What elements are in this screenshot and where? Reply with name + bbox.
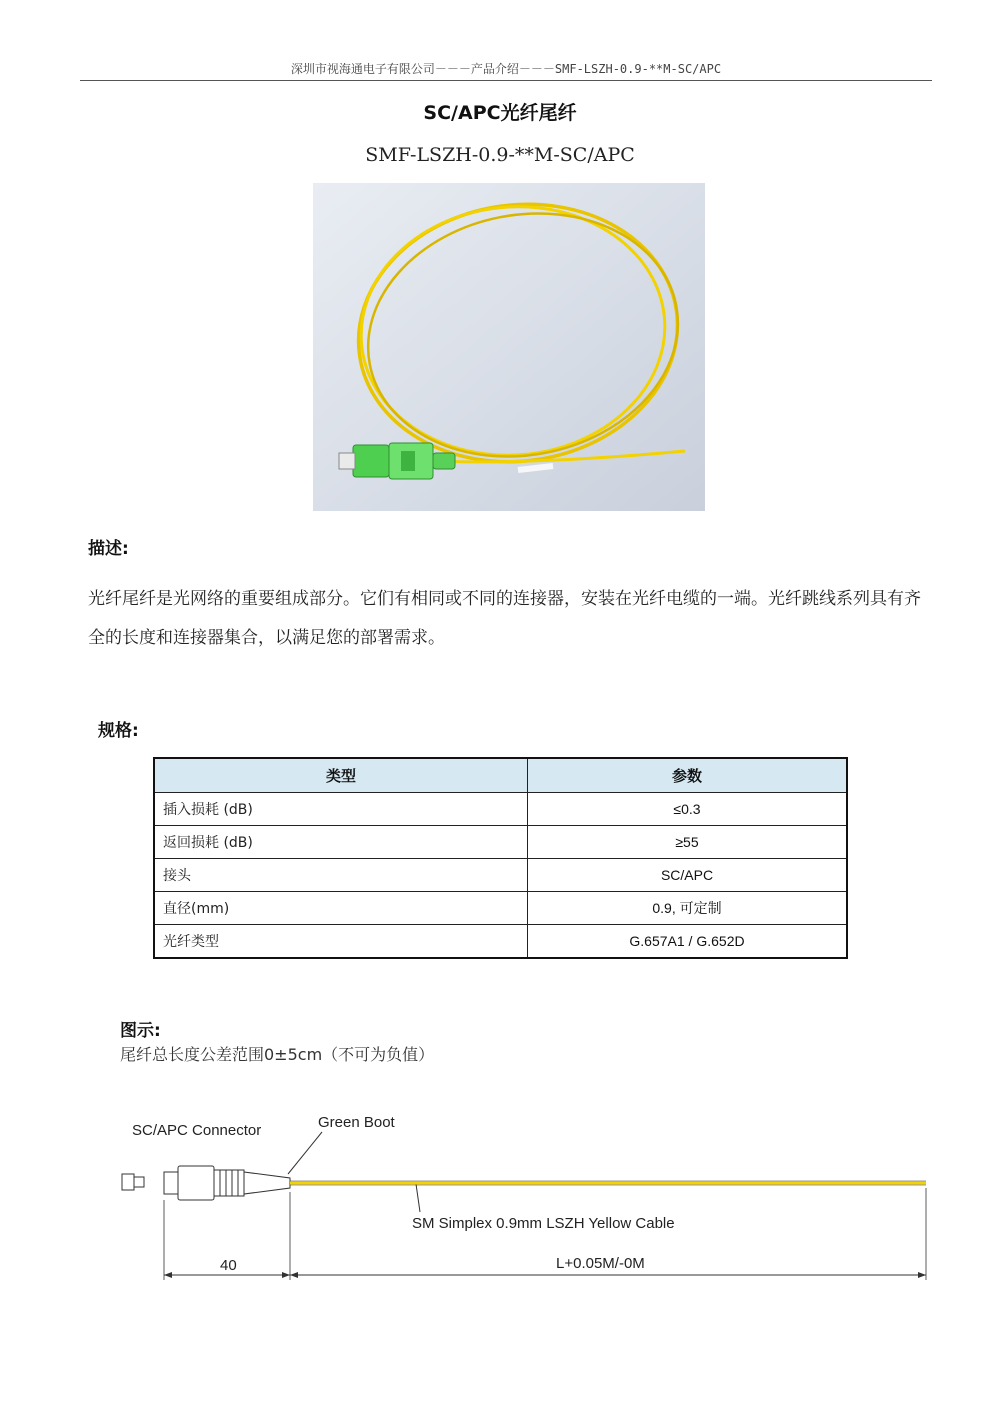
spec-table (153, 757, 848, 959)
spec-value-cell: G.657A1 / G.652D (528, 925, 848, 959)
spec-value-cell: ≥55 (528, 826, 848, 859)
description-heading: 描述: (88, 539, 129, 559)
spec-type-cell: 返回损耗 (dB) (154, 826, 528, 859)
spec-value-cell: ≤0.3 (528, 793, 848, 826)
header-divider (80, 80, 932, 81)
spec-type-cell: 直径(mm) (154, 892, 528, 925)
figure-note: 尾纤总长度公差范围0±5cm（不可为负值） (120, 1045, 435, 1064)
spec-type-cell: 光纤类型 (154, 925, 528, 959)
page-title: SC/APC光纤尾纤 (423, 102, 577, 124)
model-number: SMF-LSZH-0.9-**M-SC/APC (365, 144, 635, 166)
dim-cable-label: L+0.05M/-0M (556, 1255, 645, 1272)
description-text: 光纤尾纤是光网络的重要组成部分。它们有相同或不同的连接器，安装在光纤电缆的一端。光纤跳线系列具有齐全的长度和连接器集合，以满足您的部署需求。 (88, 589, 921, 648)
connector-body-shape (164, 1166, 290, 1200)
spec-value-cell: SC/APC (528, 859, 848, 892)
figure-heading: 图示: (120, 1021, 161, 1041)
table-row (154, 859, 847, 892)
connector-label: SC/APC Connector (132, 1122, 262, 1139)
table-row (154, 793, 847, 826)
spec-type-cell: 插入损耗 (dB) (154, 793, 528, 826)
dust-cap-shape (122, 1174, 144, 1190)
product-photo (313, 183, 705, 511)
dim-connector-label: 40 (220, 1257, 237, 1274)
cable-label: SM Simplex 0.9mm LSZH Yellow Cable (412, 1215, 675, 1232)
page-header: 深圳市视海通电子有限公司－－－产品介绍－－－SMF-LSZH-0.9-**M-SC/APC (290, 62, 722, 76)
spec-value-cell: 0.9, 可定制 (528, 892, 848, 925)
spec-heading: 规格: (98, 721, 139, 741)
table-row (154, 925, 847, 959)
pigtail-diagram (100, 1100, 940, 1300)
spec-type-cell: 接头 (154, 859, 528, 892)
spec-col-value: 参数 (528, 758, 848, 793)
table-row (154, 826, 847, 859)
spec-col-type: 类型 (154, 758, 528, 793)
table-row (154, 892, 847, 925)
boot-label: Green Boot (318, 1114, 395, 1131)
